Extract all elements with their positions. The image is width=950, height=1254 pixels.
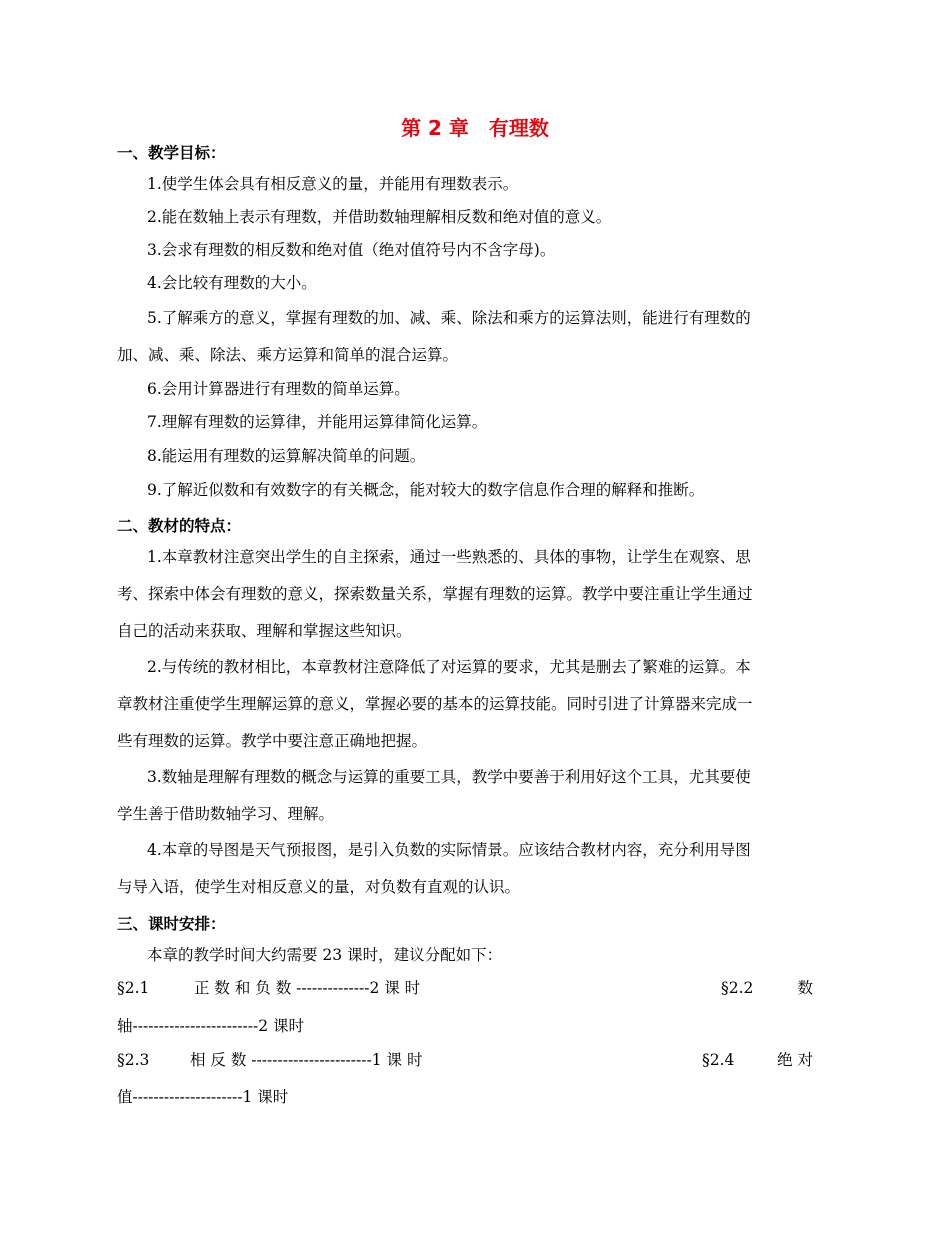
schedule-code: §2.4 [702, 1051, 735, 1069]
goal-2: 2.能在数轴上表示有理数，并借助数轴理解相反数和绝对值的意义。 [147, 208, 612, 226]
feature-4-line1: 4.本章的导图是天气预报图，是引入负数的实际情景。应该结合教材内容，充分利用导图 [147, 841, 751, 859]
section1-heading: 一、教学目标： [117, 144, 226, 162]
goal-5-line2: 加、减、乘、除法、乘方运算和简单的混合运算。 [117, 346, 459, 364]
feature-3-line2: 学生善于借助数轴学习、理解。 [117, 805, 335, 823]
schedule-code: §2.2 [721, 979, 754, 997]
schedule-row-2: 轴------------------------2 课时 [117, 1017, 304, 1035]
feature-2-line2: 章教材注重使学生理解运算的意义，掌握必要的基本的运算技能。同时引进了计算器来完成一 [117, 695, 753, 713]
section3-heading: 三、课时安排： [117, 915, 226, 933]
goal-5-line1: 5.了解乘方的意义，掌握有理数的加、减、乘、除法和乘方的运算法则，能进行有理数的 [147, 309, 751, 327]
schedule-intro: 本章的教学时间大约需要 23 课时，建议分配如下： [147, 946, 503, 964]
feature-1-line1: 1.本章教材注意突出学生的自主探索，通过一些熟悉的、具体的事物，让学生在观察、思 [147, 548, 751, 566]
schedule-code: §2.3 [117, 1051, 150, 1069]
goal-1: 1.使学生体会具有相反意义的量，并能用有理数表示。 [147, 175, 519, 193]
schedule-entry-start: 绝 对 [777, 1051, 813, 1069]
goal-6: 6.会用计算器进行有理数的简单运算。 [147, 380, 410, 398]
feature-4-line2: 与导入语，使学生对相反意义的量，对负数有直观的认识。 [117, 878, 521, 896]
feature-3-line1: 3.数轴是理解有理数的概念与运算的重要工具，教学中要善于利用好这个工具，尤其要使 [147, 768, 751, 786]
schedule-code: §2.1 [117, 979, 150, 997]
schedule-entry: 相 反 数 -----------------------1 课 时 [190, 1051, 423, 1069]
schedule-row-1 [117, 978, 813, 998]
goal-8: 8.能运用有理数的运算解决简单的问题。 [147, 447, 426, 465]
feature-2-line1: 2.与传统的教材相比，本章教材注意降低了对运算的要求，尤其是删去了繁难的运算。本 [147, 658, 751, 676]
feature-1-line3: 自己的活动来获取、理解和掌握这些知识。 [117, 622, 412, 640]
goal-7: 7.理解有理数的运算律，并能用运算律简化运算。 [147, 413, 488, 431]
section2-heading: 二、教材的特点： [117, 517, 242, 535]
feature-1-line2: 考、探索中体会有理数的意义，探索数量关系，掌握有理数的运算。教学中要注重让学生通过 [117, 585, 753, 603]
feature-2-line3: 些有理数的运算。教学中要注意正确地把握。 [117, 732, 428, 750]
goal-4: 4.会比较有理数的大小。 [147, 274, 317, 292]
schedule-entry-start: 数 [797, 979, 813, 997]
goal-3: 3.会求有理数的相反数和绝对值（绝对值符号内不含字母)。 [147, 241, 556, 259]
schedule-row-4: 值---------------------1 课时 [117, 1088, 289, 1106]
schedule-entry: 正 数 和 负 数 --------------2 课 时 [194, 979, 421, 997]
goal-9: 9.了解近似数和有效数字的有关概念，能对较大的数字信息作合理的解释和推断。 [147, 481, 705, 499]
schedule-row-3 [117, 1050, 813, 1070]
page-title: 第 2 章 有理数 [401, 116, 549, 140]
